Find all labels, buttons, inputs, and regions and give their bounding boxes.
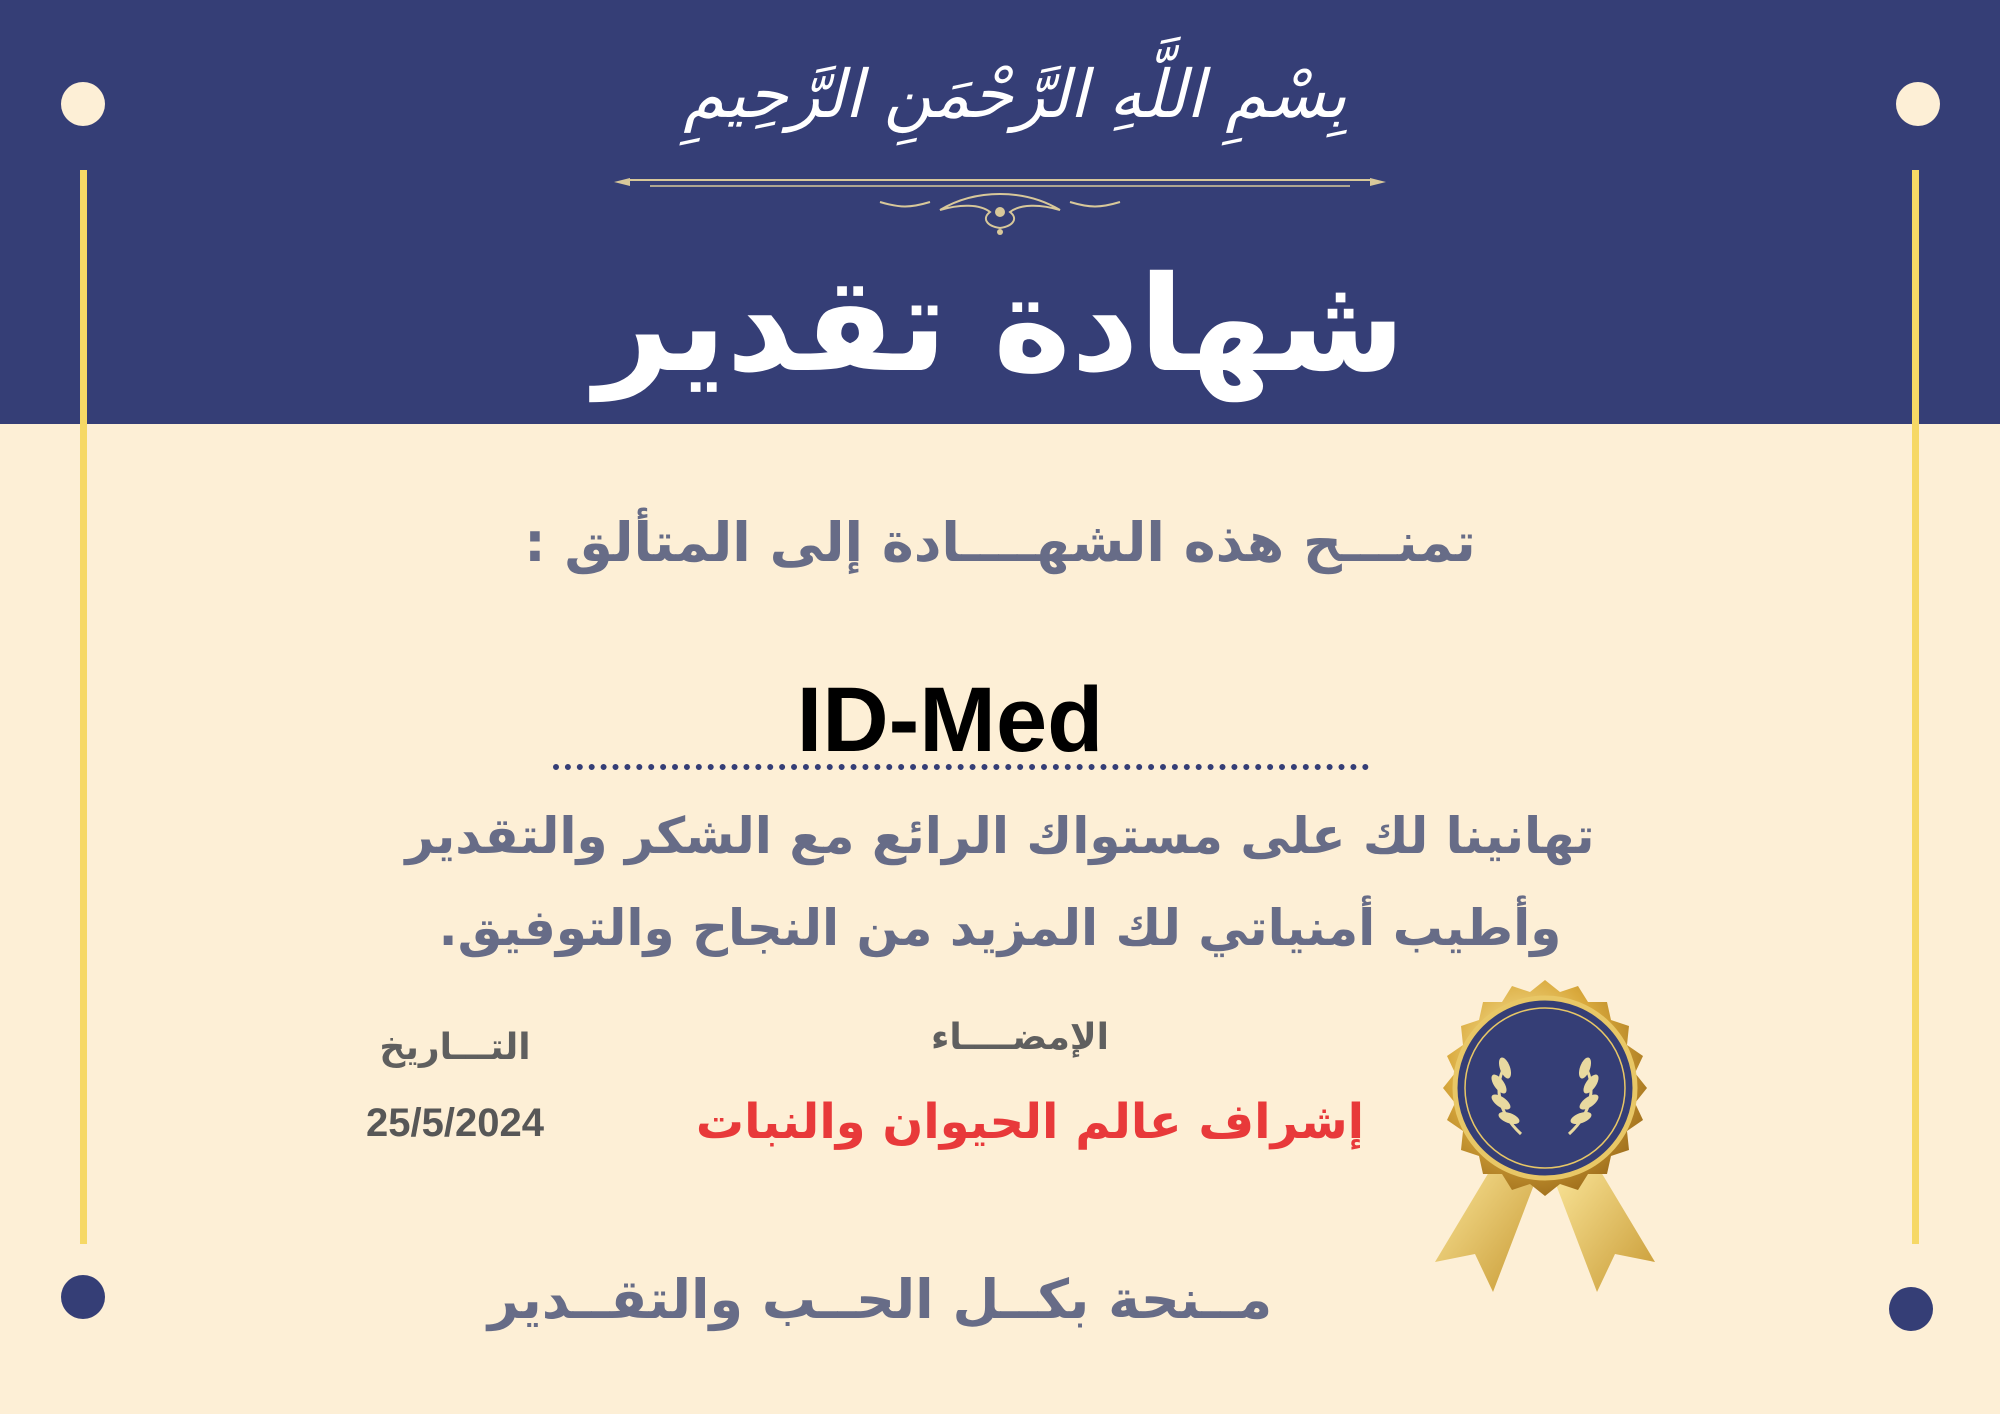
decorative-divider-icon: [610, 168, 1390, 236]
recipient-dotted-line: [553, 764, 1369, 770]
congratulation-message: [320, 790, 1680, 974]
date-label: التـــاريخ: [379, 1027, 531, 1068]
right-gold-line: [1912, 170, 1919, 1244]
award-intro: تمنـــح هذه الشهــــادة إلى المتألق :: [524, 511, 1476, 574]
supervisor-name: إشراف عالم الحيوان والنبات: [695, 1094, 1365, 1150]
message-line-2: وأطيب أمنياتي لك المزيد من النجاح والتوفيق.: [438, 899, 1562, 957]
corner-dot-top-left: [61, 82, 105, 126]
basmala: بِسْمِ اللَّهِ الرَّحْمَنِ الرَّحِيمِ: [683, 56, 1347, 133]
recipient-name: ID-Med: [796, 669, 1104, 771]
corner-dot-top-right: [1896, 82, 1940, 126]
signature-label: الإمضــــاء: [930, 1017, 1110, 1058]
footer-dedication: مــنحة بكــل الحــب والتقــدير: [487, 1268, 1273, 1331]
corner-dot-bottom-left: [61, 1275, 105, 1319]
left-gold-line: [80, 170, 87, 1244]
corner-dot-bottom-right: [1889, 1287, 1933, 1331]
message-line-1: تهانينا لك على مستواك الرائع مع الشكر والتقدير: [405, 807, 1595, 865]
certificate-title: شهادة تقدير: [594, 248, 1406, 402]
date-value: 25/5/2024: [366, 1101, 544, 1145]
award-seal-laurel-icon: [1415, 972, 1675, 1302]
